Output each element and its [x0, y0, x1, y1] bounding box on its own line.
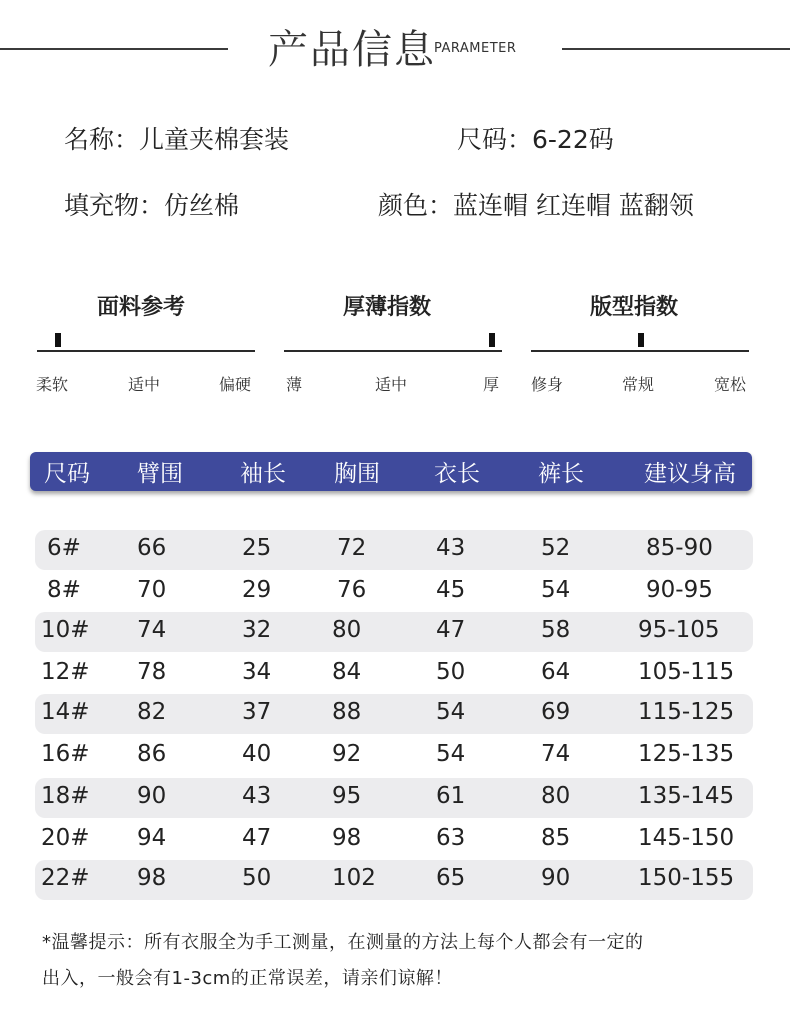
table-cell: 135-145 — [638, 783, 735, 809]
table-cell: 54 — [436, 741, 466, 767]
table-cell: 47 — [436, 617, 466, 643]
indicator-track — [284, 350, 502, 352]
table-cell: 102 — [332, 865, 376, 891]
table-cell: 69 — [541, 699, 571, 725]
table-cell: 54 — [541, 577, 571, 603]
table-cell: 65 — [436, 865, 466, 891]
indicator-marker — [489, 333, 495, 347]
table-cell: 95 — [332, 783, 362, 809]
table-cell: 12# — [41, 659, 90, 685]
table-cell: 63 — [436, 825, 466, 851]
table-cell: 32 — [242, 617, 272, 643]
indicator-label-high: 宽松 — [714, 375, 747, 394]
table-cell: 85-90 — [646, 535, 713, 561]
table-cell: 88 — [332, 699, 362, 725]
indicator-label-high: 厚 — [483, 375, 500, 394]
table-cell: 95-105 — [638, 617, 720, 643]
table-cell: 150-155 — [638, 865, 735, 891]
table-cell: 86 — [137, 741, 167, 767]
table-cell: 61 — [436, 783, 466, 809]
indicator-label-low: 薄 — [286, 375, 303, 394]
table-cell: 34 — [242, 659, 272, 685]
table-cell: 64 — [541, 659, 571, 685]
header-line-left — [0, 48, 228, 50]
table-cell: 85 — [541, 825, 571, 851]
table-cell: 6# — [47, 535, 81, 561]
table-cell: 74 — [541, 741, 571, 767]
table-cell: 43 — [242, 783, 272, 809]
table-cell: 52 — [541, 535, 571, 561]
table-cell: 90 — [541, 865, 571, 891]
table-cell: 80 — [541, 783, 571, 809]
table-cell: 50 — [436, 659, 466, 685]
indicator-label-mid: 适中 — [375, 375, 408, 394]
table-cell: 25 — [242, 535, 272, 561]
table-cell: 58 — [541, 617, 571, 643]
table-cell: 82 — [137, 699, 167, 725]
indicator-label-low: 修身 — [531, 375, 564, 394]
table-cell: 90-95 — [646, 577, 713, 603]
indicator-track — [531, 350, 749, 352]
column-header-pants: 裤长 — [538, 461, 584, 487]
table-cell: 45 — [436, 577, 466, 603]
page-title: 产品信息 — [268, 27, 436, 73]
indicator-label-mid: 适中 — [128, 375, 161, 394]
table-cell: 16# — [41, 741, 90, 767]
table-cell: 54 — [436, 699, 466, 725]
info-size: 尺码：6-22码 — [457, 125, 614, 154]
table-cell: 47 — [242, 825, 272, 851]
table-cell: 37 — [242, 699, 272, 725]
table-cell: 105-115 — [638, 659, 735, 685]
table-cell: 29 — [242, 577, 272, 603]
indicator-title: 厚薄指数 — [343, 295, 432, 320]
indicator-label-low: 柔软 — [36, 375, 69, 394]
table-cell: 22# — [41, 865, 90, 891]
table-cell: 78 — [137, 659, 167, 685]
table-cell: 70 — [137, 577, 167, 603]
table-cell: 8# — [47, 577, 81, 603]
column-header-arm: 臂围 — [137, 461, 183, 487]
table-cell: 20# — [41, 825, 90, 851]
table-cell: 145-150 — [638, 825, 735, 851]
page-subtitle: PARAMETER — [434, 41, 517, 56]
info-color: 颜色：蓝连帽 红连帽 蓝翻领 — [378, 191, 694, 220]
table-cell: 84 — [332, 659, 362, 685]
table-cell: 66 — [137, 535, 167, 561]
column-header-sleeve: 袖长 — [240, 461, 286, 487]
indicator-label-mid: 常规 — [622, 375, 655, 394]
header-line-right — [562, 48, 790, 50]
table-cell: 74 — [137, 617, 167, 643]
table-cell: 43 — [436, 535, 466, 561]
indicator-track — [37, 350, 255, 352]
table-cell: 76 — [337, 577, 367, 603]
table-cell: 40 — [242, 741, 272, 767]
info-filling: 填充物：仿丝棉 — [64, 191, 240, 220]
table-cell: 80 — [332, 617, 362, 643]
table-cell: 92 — [332, 741, 362, 767]
info-name: 名称：儿童夹棉套装 — [64, 125, 290, 154]
note-line-1: *温馨提示：所有衣服全为手工测量，在测量的方法上每个人都会有一定的 — [42, 932, 644, 953]
column-header-length: 衣长 — [434, 461, 480, 487]
table-cell: 14# — [41, 699, 90, 725]
table-cell: 98 — [332, 825, 362, 851]
column-header-height: 建议身高 — [644, 461, 736, 487]
table-cell: 94 — [137, 825, 167, 851]
indicator-marker — [638, 333, 644, 347]
indicator-label-high: 偏硬 — [219, 375, 252, 394]
column-header-chest: 胸围 — [334, 461, 380, 487]
table-cell: 72 — [337, 535, 367, 561]
table-cell: 90 — [137, 783, 167, 809]
table-cell: 125-135 — [638, 741, 735, 767]
indicator-title: 面料参考 — [97, 295, 186, 320]
column-header-size: 尺码 — [44, 461, 90, 487]
table-cell: 18# — [41, 783, 90, 809]
table-cell: 98 — [137, 865, 167, 891]
table-cell: 50 — [242, 865, 272, 891]
indicator-marker — [55, 333, 61, 347]
note-line-2: 出入，一般会有1-3cm的正常误差，请亲们谅解！ — [42, 968, 453, 989]
indicator-title: 版型指数 — [590, 295, 679, 320]
table-cell: 10# — [41, 617, 90, 643]
table-cell: 115-125 — [638, 699, 735, 725]
